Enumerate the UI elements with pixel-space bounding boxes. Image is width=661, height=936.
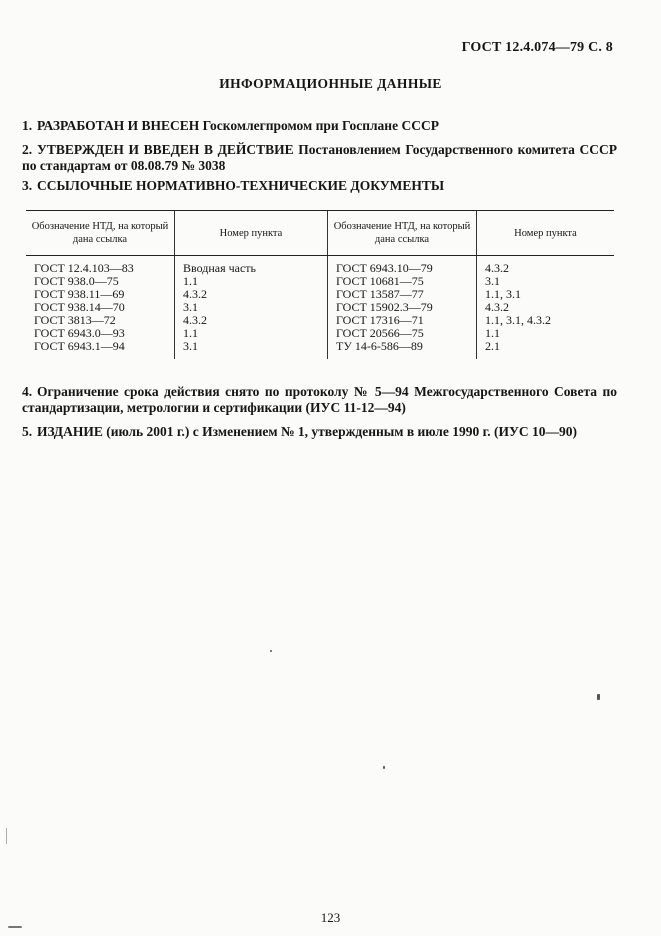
- doc-designation: ГОСТ 20566—75: [336, 326, 424, 340]
- doc-designation: ГОСТ 938.0—75: [34, 274, 119, 288]
- clause-number: 4.3.2: [183, 313, 207, 327]
- header-doc-designation: Обозначение НТД, на который дана ссылка: [26, 211, 175, 256]
- clause-number: 1.1: [183, 274, 198, 288]
- document-header: ГОСТ 12.4.074—79 С. 8: [461, 40, 613, 55]
- page-title: ИНФОРМАЦИОННЫЕ ДАННЫЕ: [219, 76, 442, 91]
- info-item-1: [22, 118, 617, 134]
- clause-number: 1.1, 3.1: [485, 287, 521, 301]
- item-text: РАЗРАБОТАН И ВНЕСЕН Госкомлегпромом при Госплане СССР: [37, 118, 439, 133]
- item-number: 5.: [22, 424, 33, 439]
- doc-designation: ГОСТ 938.11—69: [34, 287, 125, 301]
- header-doc-designation: Обозначение НТД, на который дана ссылка: [328, 211, 477, 256]
- doc-designation: ГОСТ 3813—72: [34, 313, 116, 327]
- clause-number: 2.1: [485, 339, 500, 353]
- doc-designation: ТУ 14-6-586—89: [336, 339, 423, 353]
- doc-designation: ГОСТ 17316—71: [336, 313, 424, 327]
- doc-designation: ГОСТ 938.14—70: [34, 300, 125, 314]
- clause-number: 1.1, 3.1, 4.3.2: [485, 313, 551, 327]
- doc-designation: ГОСТ 6943.10—79: [336, 261, 433, 275]
- info-item-2: [22, 142, 617, 174]
- scan-speck: [8, 926, 22, 928]
- references-table: [26, 210, 614, 359]
- left-docs-cell: [26, 256, 175, 360]
- clause-number: 1.1: [183, 326, 198, 340]
- info-item-5: [22, 424, 617, 440]
- clause-number: Вводная часть: [183, 261, 257, 275]
- item-text: УТВЕРЖДЕН И ВВЕДЕН В ДЕЙСТВИЕ Постановлением Государственного комитета СССР по стандартам от 08.08.79 № 3038: [22, 142, 617, 173]
- table-header-row: [26, 211, 614, 256]
- doc-designation: ГОСТ 6943.1—94: [34, 339, 125, 353]
- scan-speck: [597, 694, 600, 700]
- scan-speck: [6, 828, 7, 844]
- item-number: 2.: [22, 142, 33, 157]
- info-item-3: [22, 178, 617, 194]
- doc-designation: ГОСТ 12.4.103—83: [34, 261, 134, 275]
- doc-designation: ГОСТ 13587—77: [336, 287, 424, 301]
- table-row: [26, 256, 614, 360]
- page-number: 123: [320, 910, 341, 925]
- right-docs-cell: [328, 256, 477, 360]
- clause-number: 1.1: [485, 326, 500, 340]
- clause-number: 4.3.2: [485, 261, 509, 275]
- item-text: ИЗДАНИЕ (июль 2001 г.) с Изменением № 1, утвержденным в июле 1990 г. (ИУС 10—90): [37, 424, 577, 439]
- header-clause-number: Номер пункта: [175, 211, 328, 256]
- header-clause-number: Номер пункта: [477, 211, 615, 256]
- clause-number: 3.1: [485, 274, 500, 288]
- clause-number: 4.3.2: [183, 287, 207, 301]
- item-number: 3.: [22, 178, 33, 193]
- doc-designation: ГОСТ 15902.3—79: [336, 300, 433, 314]
- item-number: 4.: [22, 384, 33, 399]
- clause-number: 3.1: [183, 300, 198, 314]
- right-points-cell: [477, 256, 615, 360]
- info-item-4: [22, 384, 617, 416]
- doc-designation: ГОСТ 6943.0—93: [34, 326, 125, 340]
- item-text: Ограничение срока действия снято по протоколу № 5—94 Межгосударственного Совета по стандартизации, метрологии и сертификации (ИУС 11-12—94): [22, 384, 617, 415]
- scan-speck: [383, 766, 385, 769]
- doc-designation: ГОСТ 10681—75: [336, 274, 424, 288]
- item-number: 1.: [22, 118, 33, 133]
- item-text: ССЫЛОЧНЫЕ НОРМАТИВНО-ТЕХНИЧЕСКИЕ ДОКУМЕНТЫ: [37, 178, 445, 193]
- clause-number: 3.1: [183, 339, 198, 353]
- clause-number: 4.3.2: [485, 300, 509, 314]
- left-points-cell: [175, 256, 328, 360]
- scan-speck: [270, 650, 272, 652]
